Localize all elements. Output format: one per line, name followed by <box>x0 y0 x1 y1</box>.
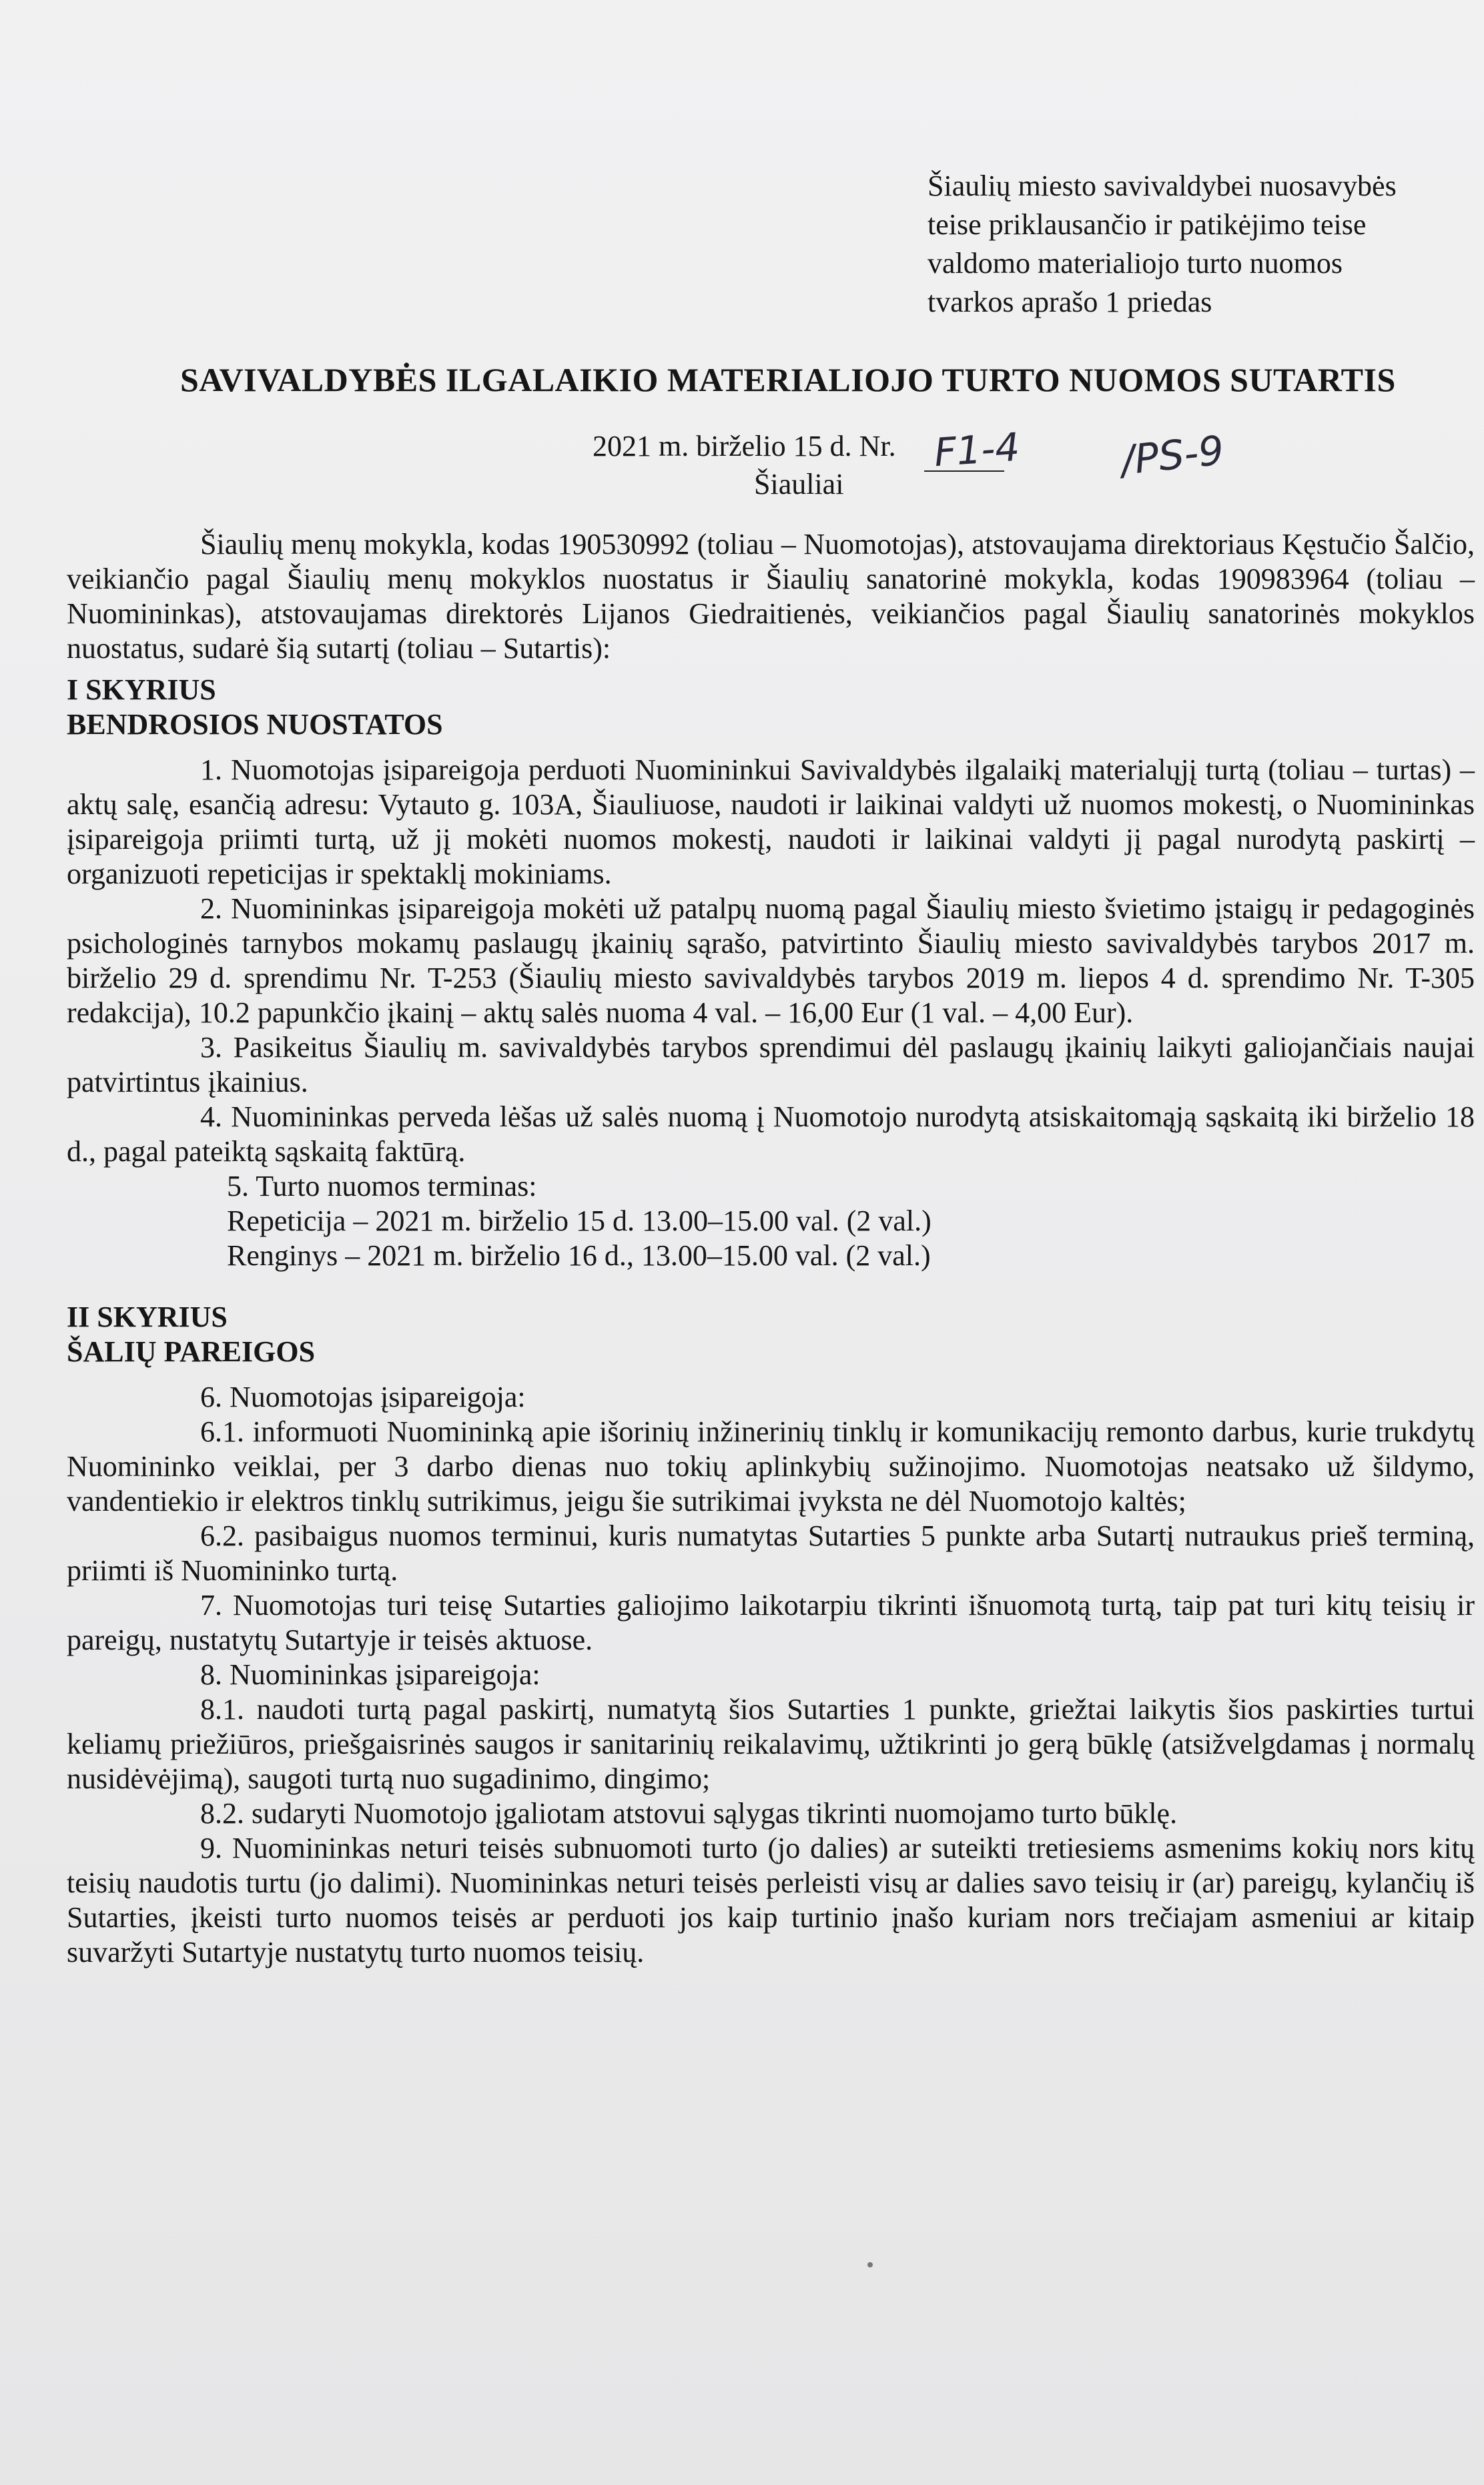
appendix-line: Šiaulių miesto savivaldybei nuosavybės <box>928 169 1397 202</box>
clause-5-event: Renginys – 2021 m. birželio 16 d., 13.00–15.00 val. (2 val.) <box>227 1239 931 1272</box>
clause-1: 1. Nuomotojas įsipareigoja perduoti Nuomininkui Savivaldybės ilgalaikį materialųjį turtą (toliau – turtas) – aktų salę, esančią adresu: Vytauto g. 103A, Šiauliuose, naudoti ir laikinai valdyti už nuomos mokestį, o Nuomininkas įsipareigoja priimti turtą, už jį mokėti nuomos mokestį, naudoti ir laikinai valdyti jį pagal nurodytą paskirtį – organizuoti repeticijas ir spektaklį mokiniams. <box>67 753 1475 890</box>
contract-body <box>67 527 1475 1970</box>
handwritten-number: F1-4 <box>932 424 1022 476</box>
date-line: 2021 m. birželio 15 d. Nr. <box>593 430 896 462</box>
appendix-line: teise priklausančio ir patikėjimo teise <box>928 208 1367 241</box>
section-2-title: ŠALIŲ PAREIGOS <box>67 1335 316 1368</box>
clause-7: 7. Nuomotojas turi teisę Sutarties galiojimo laikotarpiu tikrinti išnuomotą turtą, taip pat turi kitų teisių ir pareigų, nustatytų Sutartyje ir teisės aktuose. <box>67 1589 1475 1656</box>
clause-5-rehearsal: Repeticija – 2021 m. birželio 15 d. 13.00–15.00 val. (2 val.) <box>227 1204 932 1237</box>
appendix-note <box>928 167 1475 322</box>
intro-paragraph: Šiaulių menų mokykla, kodas 190530992 (toliau – Nuomotojas), atstovaujama direktoriaus Kęstučio Šalčio, veikiančio pagal Šiaulių menų mokyklos nuostatus ir Šiaulių sanatorinė mokykla, kodas 190983964 (toliau – Nuomininkas), atstovaujamas direktorės Lijanos Giedraitienės, veikiančios pagal Šiaulių sanatorinės mokyklos nuostatus, sudarė šią sutartį (toliau – Sutartis): <box>67 528 1475 665</box>
appendix-line: tvarkos aprašo 1 priedas <box>928 286 1212 318</box>
clause-3: 3. Pasikeitus Šiaulių m. savivaldybės tarybos sprendimui dėl paslaugų įkainių laikyti galiojančiais naujai patvirtintus įkainius. <box>67 1031 1475 1098</box>
clause-8-1: 8.1. naudoti turtą pagal paskirtį, numatytą šios Sutarties 1 punkte, griežtai laikytis šios paskirties turtui keliamų priežiūros, priešgaisrinės saugos ir sanitarinių reikalavimų, užtikrinti jo gerą būklę (atsižvelgdamas į normalų nusidėvėjimą), saugoti turtą nuo sugadinimo, dingimo; <box>67 1693 1475 1795</box>
clause-5: 5. Turto nuomos terminas: <box>227 1170 537 1202</box>
clause-9: 9. Nuomininkas neturi teisės subnuomoti turto (jo dalies) ar suteikti tretiesiems asmenims kokių nors kitų teisių naudotis turtu (jo dalimi). Nuomininkas neturi teisės perleisti visų ar dalies savo teisių ir (ar) pareigų, kylančių iš Sutarties, įkeisti turto nuomos teisės ar perduoti jos kaip turtinio įnašo kuriam nors trečiajam asmeniui ar kitaip suvaržyti Sutartyje nustatytų turto nuomos teisių. <box>67 1832 1475 1969</box>
section-1-number: I SKYRIUS <box>67 673 216 706</box>
appendix-line: valdomo materialiojo turto nuomos <box>928 247 1343 280</box>
paper-speck <box>867 2262 873 2267</box>
document-title: SAVIVALDYBĖS ILGALAIKIO MATERIALIOJO TURTO NUOMOS SUTARTIS <box>180 361 1396 398</box>
section-1-title: BENDROSIOS NUOSTATOS <box>67 708 443 741</box>
clause-8: 8. Nuomininkas įsipareigoja: <box>200 1658 540 1691</box>
section-2-number: II SKYRIUS <box>67 1301 228 1333</box>
clause-6-1: 6.1. informuoti Nuomininką apie išorinių inžinerinių tinklų ir komunikacijų remonto darbus, kurie trukdytų Nuomininko veiklai, per 3 darbo dienas nuo tokių aplinkybių sužinojimo. Nuomotojas neatsako už šildymo, vandentiekio ir elektros tinklų sutrikimus, jeigu šie sutrikimai įvyksta ne dėl Nuomotojo kaltės; <box>67 1415 1475 1517</box>
clause-4: 4. Nuomininkas perveda lėšas už salės nuomą į Nuomotojo nurodytą atsiskaitomąją sąskaitą iki birželio 18 d., pagal pateiktą sąskaitą faktūrą. <box>67 1100 1475 1168</box>
city: Šiauliai <box>754 468 844 500</box>
clause-2: 2. Nuomininkas įsipareigoja mokėti už patalpų nuomą pagal Šiaulių miesto švietimo įstaigų ir pedagoginės psichologinės tarnybos mokamų paslaugų įkainių sąrašo, patvirtinto Šiaulių miesto savivaldybės tarybos 2017 m. birželio 29 d. sprendimu Nr. T-253 (Šiaulių miesto savivaldybės tarybos 2019 m. liepos 4 d. sprendimo Nr. T-305 redakcija), 10.2 papunkčio įkainį – aktų salės nuoma 4 val. – 16,00 Eur (1 val. – 4,00 Eur). <box>67 892 1475 1029</box>
handwritten-suffix: /PS-9 <box>1118 427 1226 484</box>
clause-6: 6. Nuomotojas įsipareigoja: <box>200 1381 526 1413</box>
clause-8-2: 8.2. sudaryti Nuomotojo įgaliotam atstovui sąlygas tikrinti nuomojamo turto būklę. <box>200 1797 1178 1830</box>
clause-6-2: 6.2. pasibaigus nuomos terminui, kuris numatytas Sutarties 5 punkte arba Sutartį nutraukus prieš terminą, priimti iš Nuomininko turtą. <box>67 1519 1475 1587</box>
